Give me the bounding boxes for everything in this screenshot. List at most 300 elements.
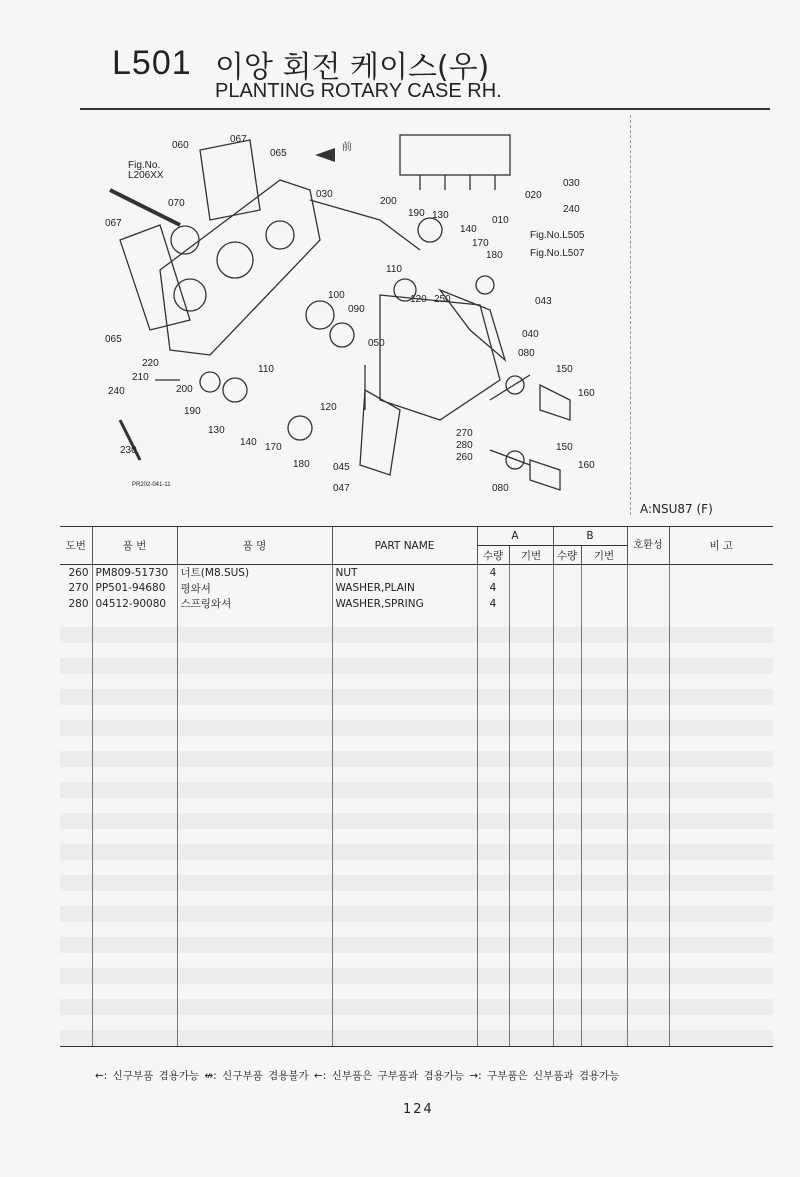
part-label: 120: [410, 294, 427, 305]
cell-part-no: [92, 860, 177, 876]
cell-ref: [60, 829, 92, 845]
cell-base-a: [509, 674, 553, 690]
cell-base-b: [581, 922, 627, 938]
cell-interchange: [627, 705, 669, 721]
cell-qty-a: [477, 782, 509, 798]
col-interchange: 호환성: [627, 527, 669, 565]
model-note: A:NSU87 (F): [640, 502, 713, 516]
cell-qty-b: [553, 612, 581, 628]
cell-ref: [60, 891, 92, 907]
cell-base-a: [509, 860, 553, 876]
part-label: 067: [105, 218, 122, 229]
cell-remarks: [669, 658, 773, 674]
cell-qty-b: [553, 953, 581, 969]
cell-name-en: [332, 612, 477, 628]
part-label: 160: [578, 460, 595, 471]
page-number: 124: [403, 1102, 434, 1117]
parts-table-body: [60, 565, 773, 1047]
part-label: 070: [168, 198, 185, 209]
table-row-empty: [60, 658, 773, 674]
cell-qty-a: 4: [477, 565, 509, 581]
cell-name-kr: [177, 844, 332, 860]
cell-base-a: [509, 689, 553, 705]
cell-part-no: [92, 968, 177, 984]
part-label: 130: [432, 210, 449, 221]
cell-base-a: [509, 658, 553, 674]
table-row: [60, 581, 773, 597]
cell-ref: [60, 860, 92, 876]
cell-remarks: [669, 705, 773, 721]
cell-qty-b: [553, 736, 581, 752]
cell-remarks: [669, 751, 773, 767]
cell-qty-b: [553, 658, 581, 674]
part-label: 065: [270, 148, 287, 159]
cell-part-no: [92, 612, 177, 628]
cell-name-en: [332, 968, 477, 984]
cell-base-b: [581, 767, 627, 783]
table-row-empty: [60, 674, 773, 690]
exploded-parts-diagram: [60, 120, 630, 520]
part-label: 065: [105, 334, 122, 345]
cell-base-a: [509, 984, 553, 1000]
cell-qty-a: [477, 953, 509, 969]
cell-part-no: [92, 767, 177, 783]
cell-base-b: [581, 612, 627, 628]
cell-part-no: [92, 984, 177, 1000]
cell-ref: [60, 875, 92, 891]
table-row-empty: [60, 860, 773, 876]
cell-name-kr: [177, 751, 332, 767]
cell-qty-b: [553, 627, 581, 643]
cell-name-kr: [177, 906, 332, 922]
cell-interchange: [627, 875, 669, 891]
cell-ref: [60, 968, 92, 984]
cell-name-kr: [177, 922, 332, 938]
table-row-empty: [60, 906, 773, 922]
cell-qty-a: [477, 984, 509, 1000]
cell-ref: [60, 720, 92, 736]
cell-qty-a: [477, 751, 509, 767]
cell-interchange: [627, 689, 669, 705]
cell-name-kr: [177, 1030, 332, 1046]
part-label: 080: [518, 348, 535, 359]
cell-ref: [60, 798, 92, 814]
col-name-kr: 품 명: [177, 527, 332, 565]
cell-base-b: [581, 736, 627, 752]
part-label: 190: [184, 406, 201, 417]
cell-name-kr: 평와셔: [177, 581, 332, 597]
cell-qty-b: [553, 674, 581, 690]
cell-remarks: [669, 627, 773, 643]
part-label: 047: [333, 483, 350, 494]
cell-interchange: [627, 612, 669, 628]
cell-ref: [60, 937, 92, 953]
cell-ref: [60, 705, 92, 721]
cell-qty-b: [553, 829, 581, 845]
cell-base-b: [581, 953, 627, 969]
cell-remarks: [669, 999, 773, 1015]
part-label: 080: [492, 483, 509, 494]
cell-name-en: [332, 736, 477, 752]
cell-base-b: [581, 860, 627, 876]
col-remarks: 비 고: [669, 527, 773, 565]
rotary-case-drawing: [110, 135, 570, 490]
cell-name-en: [332, 922, 477, 938]
cell-qty-a: [477, 860, 509, 876]
cell-qty-a: [477, 813, 509, 829]
cell-part-no: [92, 875, 177, 891]
cell-remarks: [669, 875, 773, 891]
cell-base-b: [581, 968, 627, 984]
cell-qty-b: [553, 813, 581, 829]
table-row-empty: [60, 612, 773, 628]
table-row-empty: [60, 922, 773, 938]
cell-name-kr: [177, 658, 332, 674]
cell-base-b: [581, 689, 627, 705]
cell-qty-a: [477, 658, 509, 674]
table-row: [60, 565, 773, 581]
compatibility-legend: ←: 신구부품 겸용가능 ↮: 신구부품 겸용불가 ←: 신부품은 구부품과 겸용가능 →: 구부품은 신부품과 겸용가능: [95, 1070, 620, 1082]
cell-name-en: [332, 1030, 477, 1046]
cell-qty-b: [553, 596, 581, 612]
table-row-empty: [60, 798, 773, 814]
cell-interchange: [627, 1015, 669, 1031]
cell-qty-b: [553, 968, 581, 984]
table-row-empty: [60, 627, 773, 643]
col-part-no: 품 번: [92, 527, 177, 565]
cell-remarks: [669, 937, 773, 953]
part-label: 040: [522, 329, 539, 340]
fig-ref-2: Fig.No.L507: [530, 248, 585, 259]
cell-base-a: [509, 612, 553, 628]
cell-interchange: [627, 813, 669, 829]
cell-interchange: [627, 751, 669, 767]
cell-name-kr: [177, 767, 332, 783]
page-title-english: PLANTING ROTARY CASE RH.: [215, 80, 502, 102]
cell-qty-a: [477, 968, 509, 984]
part-label: 170: [265, 442, 282, 453]
cell-interchange: [627, 984, 669, 1000]
cell-ref: [60, 643, 92, 659]
cell-base-b: [581, 937, 627, 953]
cell-base-b: [581, 1015, 627, 1031]
cell-qty-a: [477, 674, 509, 690]
cell-interchange: [627, 922, 669, 938]
cell-base-a: [509, 782, 553, 798]
part-label: 130: [208, 425, 225, 436]
part-label: 067: [230, 134, 247, 145]
table-row: [60, 596, 773, 612]
cell-qty-a: [477, 1030, 509, 1046]
cell-base-a: [509, 813, 553, 829]
cell-name-en: [332, 875, 477, 891]
cell-base-a: [509, 829, 553, 845]
part-label: 110: [258, 364, 274, 375]
cell-part-no: [92, 674, 177, 690]
cell-qty-a: [477, 720, 509, 736]
cell-base-b: [581, 565, 627, 581]
cell-interchange: [627, 937, 669, 953]
cell-ref: [60, 689, 92, 705]
cell-part-no: [92, 813, 177, 829]
cell-remarks: [669, 968, 773, 984]
cell-interchange: [627, 658, 669, 674]
direction-arrow-icon: [315, 148, 335, 162]
cell-remarks: [669, 736, 773, 752]
col-group-a: A: [477, 527, 553, 546]
cell-name-kr: [177, 984, 332, 1000]
cell-ref: 270: [68, 582, 89, 595]
cell-remarks: [669, 844, 773, 860]
cell-qty-b: [553, 581, 581, 597]
cell-remarks: [669, 565, 773, 581]
cell-qty-b: [553, 891, 581, 907]
part-label: 120: [320, 402, 337, 413]
cell-part-no: [92, 689, 177, 705]
col-part-name: PART NAME: [332, 527, 477, 565]
cell-qty-a: [477, 767, 509, 783]
table-row-empty: [60, 782, 773, 798]
table-row-empty: [60, 1030, 773, 1046]
cell-base-a: [509, 1015, 553, 1031]
cell-name-en: [332, 860, 477, 876]
cell-remarks: [669, 581, 773, 597]
table-row-empty: [60, 767, 773, 783]
cell-remarks: [669, 984, 773, 1000]
cell-name-kr: [177, 798, 332, 814]
cell-interchange: [627, 968, 669, 984]
cell-part-no: [92, 1030, 177, 1046]
range-label-240: 240: [563, 204, 580, 215]
cell-name-en: [332, 643, 477, 659]
table-row-empty: [60, 968, 773, 984]
cell-name-en: WASHER,SPRING: [332, 596, 477, 612]
table-row-empty: [60, 984, 773, 1000]
cell-qty-a: [477, 798, 509, 814]
cell-ref: [60, 906, 92, 922]
cell-qty-b: [553, 1030, 581, 1046]
cell-interchange: [627, 596, 669, 612]
cell-remarks: [669, 1030, 773, 1046]
cell-qty-b: [553, 751, 581, 767]
cell-ref: [60, 767, 92, 783]
cell-part-no: [92, 627, 177, 643]
cell-ref: [60, 627, 92, 643]
cell-base-a: [509, 906, 553, 922]
cell-qty-a: [477, 922, 509, 938]
cell-ref: [60, 658, 92, 674]
cell-qty-b: [553, 875, 581, 891]
cell-name-en: [332, 1015, 477, 1031]
cell-interchange: [627, 565, 669, 581]
cell-base-b: [581, 906, 627, 922]
page-title-korean: 이앙 회전 케이스(우): [215, 50, 490, 85]
diagram-divider: [630, 115, 631, 515]
table-row-empty: [60, 875, 773, 891]
cell-interchange: [627, 999, 669, 1015]
cell-part-no: [92, 829, 177, 845]
cell-name-en: [332, 906, 477, 922]
cell-qty-b: [553, 705, 581, 721]
cell-ref: 280: [68, 597, 89, 610]
cell-name-kr: [177, 875, 332, 891]
cell-base-b: [581, 1030, 627, 1046]
cell-base-b: [581, 813, 627, 829]
cell-name-kr: [177, 627, 332, 643]
cell-part-no: [92, 658, 177, 674]
cell-base-b: [581, 581, 627, 597]
cell-remarks: [669, 891, 773, 907]
cell-qty-a: [477, 999, 509, 1015]
cell-ref: [60, 612, 92, 628]
cell-name-kr: 너트(M8.SUS): [177, 565, 332, 581]
cell-qty-b: [553, 984, 581, 1000]
part-label: 230: [120, 445, 137, 456]
table-row-empty: [60, 705, 773, 721]
cell-name-en: WASHER,PLAIN: [332, 581, 477, 597]
cell-remarks: [669, 689, 773, 705]
col-b-base: 기번: [581, 546, 627, 565]
cell-remarks: [669, 1015, 773, 1031]
cell-base-a: [509, 767, 553, 783]
cell-base-a: [509, 705, 553, 721]
cell-name-en: [332, 705, 477, 721]
cell-part-no: [92, 937, 177, 953]
cell-remarks: [669, 674, 773, 690]
part-label: 030: [316, 189, 333, 200]
cell-base-b: [581, 844, 627, 860]
cell-part-no: [92, 798, 177, 814]
cell-part-no: [92, 720, 177, 736]
cell-name-kr: [177, 643, 332, 659]
cell-remarks: [669, 767, 773, 783]
cell-qty-b: [553, 798, 581, 814]
cell-name-kr: [177, 891, 332, 907]
cell-ref: [60, 813, 92, 829]
cell-name-kr: [177, 736, 332, 752]
cell-interchange: [627, 798, 669, 814]
cell-name-en: [332, 627, 477, 643]
cell-interchange: [627, 581, 669, 597]
cell-base-b: [581, 999, 627, 1015]
cell-remarks: [669, 782, 773, 798]
cell-interchange: [627, 829, 669, 845]
part-label: 140: [460, 224, 477, 235]
cell-base-b: [581, 627, 627, 643]
cell-remarks: [669, 612, 773, 628]
part-label: 210: [132, 372, 149, 383]
part-label: 200: [380, 196, 397, 207]
part-label: 045: [333, 462, 350, 473]
cell-ref: 260: [68, 566, 89, 579]
cell-part-no: PP501-94680: [92, 581, 177, 597]
part-label: 270: [456, 428, 473, 439]
part-label: 010: [492, 215, 509, 226]
part-label: 240: [108, 386, 125, 397]
cell-name-en: [332, 674, 477, 690]
cell-ref: [60, 751, 92, 767]
cell-base-a: [509, 891, 553, 907]
cell-name-kr: [177, 705, 332, 721]
cell-ref: [60, 782, 92, 798]
cell-base-b: [581, 751, 627, 767]
range-label-020: 020: [525, 190, 542, 201]
cell-base-b: [581, 891, 627, 907]
cell-qty-a: 4: [477, 596, 509, 612]
cell-name-en: [332, 751, 477, 767]
title-rule: [80, 108, 770, 110]
table-row-empty: [60, 1015, 773, 1031]
part-label: 150: [556, 442, 573, 453]
part-label: 200: [176, 384, 193, 395]
cell-remarks: [669, 860, 773, 876]
cell-name-kr: [177, 968, 332, 984]
cell-name-en: [332, 953, 477, 969]
cell-remarks: [669, 720, 773, 736]
table-row-empty: [60, 829, 773, 845]
cell-base-b: [581, 705, 627, 721]
cell-ref: [60, 674, 92, 690]
cell-base-b: [581, 875, 627, 891]
cell-ref: [60, 999, 92, 1015]
cell-base-a: [509, 1030, 553, 1046]
cell-remarks: [669, 596, 773, 612]
cell-base-b: [581, 643, 627, 659]
cell-base-b: [581, 984, 627, 1000]
cell-qty-a: 4: [477, 581, 509, 597]
part-label: 090: [348, 304, 365, 315]
cell-interchange: [627, 643, 669, 659]
cell-base-b: [581, 658, 627, 674]
cell-base-a: [509, 596, 553, 612]
cell-part-no: [92, 953, 177, 969]
part-label: 110: [386, 264, 402, 275]
cell-interchange: [627, 736, 669, 752]
cell-base-b: [581, 674, 627, 690]
part-label: 050: [368, 338, 385, 349]
cell-ref: [60, 1015, 92, 1031]
cell-base-a: [509, 953, 553, 969]
cell-qty-a: [477, 937, 509, 953]
cell-remarks: [669, 922, 773, 938]
part-label: 043: [535, 296, 552, 307]
cell-name-kr: [177, 813, 332, 829]
cell-part-no: [92, 891, 177, 907]
table-row-empty: [60, 813, 773, 829]
cell-remarks: [669, 643, 773, 659]
cell-base-a: [509, 643, 553, 659]
cell-name-kr: [177, 999, 332, 1015]
table-row-empty: [60, 891, 773, 907]
parts-table: [60, 526, 773, 1047]
cell-base-a: [509, 581, 553, 597]
cell-base-a: [509, 968, 553, 984]
cell-qty-b: [553, 937, 581, 953]
cell-qty-b: [553, 565, 581, 581]
table-row-empty: [60, 689, 773, 705]
cell-name-en: [332, 689, 477, 705]
table-row-empty: [60, 736, 773, 752]
cell-part-no: [92, 705, 177, 721]
cell-base-a: [509, 844, 553, 860]
cell-name-en: NUT: [332, 565, 477, 581]
cell-base-b: [581, 829, 627, 845]
cell-qty-b: [553, 689, 581, 705]
cell-part-no: [92, 1015, 177, 1031]
cell-interchange: [627, 627, 669, 643]
part-label: 170: [472, 238, 489, 249]
cell-name-kr: 스프링와셔: [177, 596, 332, 612]
